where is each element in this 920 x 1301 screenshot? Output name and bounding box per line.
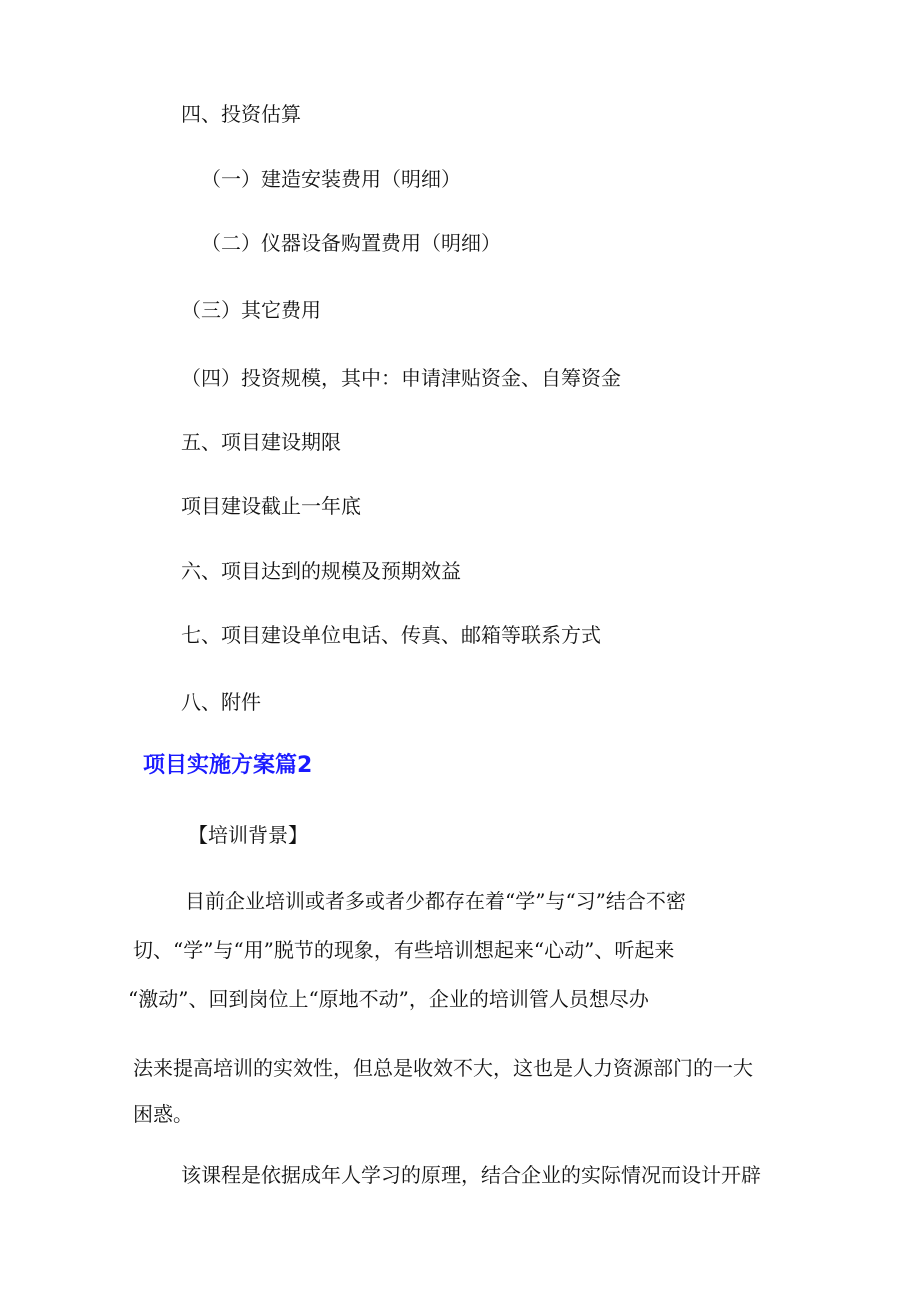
part-2-heading: 项目实施方案篇2 [143,753,313,778]
section-7-title: 七、项目建设单位电话、传真、邮箱等联系方式 [181,623,601,647]
training-background-label: 【培训背景】 [188,823,308,847]
section-5-text: 项目建设截止一年底 [181,494,361,518]
paragraph-1-line-2: 切、“学”与“用”脱节的现象，有些培训想起来“心动”、听起来 [133,938,675,962]
paragraph-3-line-1: 该课程是依据成年人学习的原理，结合企业的实际情况而设计开辟 [181,1163,761,1187]
section-5-title: 五、项目建设期限 [181,430,341,454]
section-4-item-2: （二）仪器设备购置费用（明细） [201,231,501,255]
section-6-title: 六、项目达到的规模及预期效益 [181,559,461,583]
paragraph-1-line-1: 目前企业培训或者多或者少都存在着“学”与“习”结合不密 [185,889,686,913]
section-4-item-4: （四）投资规模，其中：申请津贴资金、自筹资金 [181,366,621,390]
paragraph-2-line-1: 法来提高培训的实效性，但总是收效不大，这也是人力资源部门的一大 [133,1056,753,1080]
paragraph-2-line-2: 困惑。 [133,1102,193,1126]
paragraph-1-line-3: “激动”、回到岗位上“原地不动”，企业的培训管人员想尽办 [128,987,649,1011]
section-4-item-3: （三）其它费用 [181,298,321,322]
section-4-title: 四、投资估算 [181,102,301,126]
section-8-title: 八、附件 [181,690,261,714]
section-4-item-1: （一）建造安装费用（明细） [201,167,461,191]
